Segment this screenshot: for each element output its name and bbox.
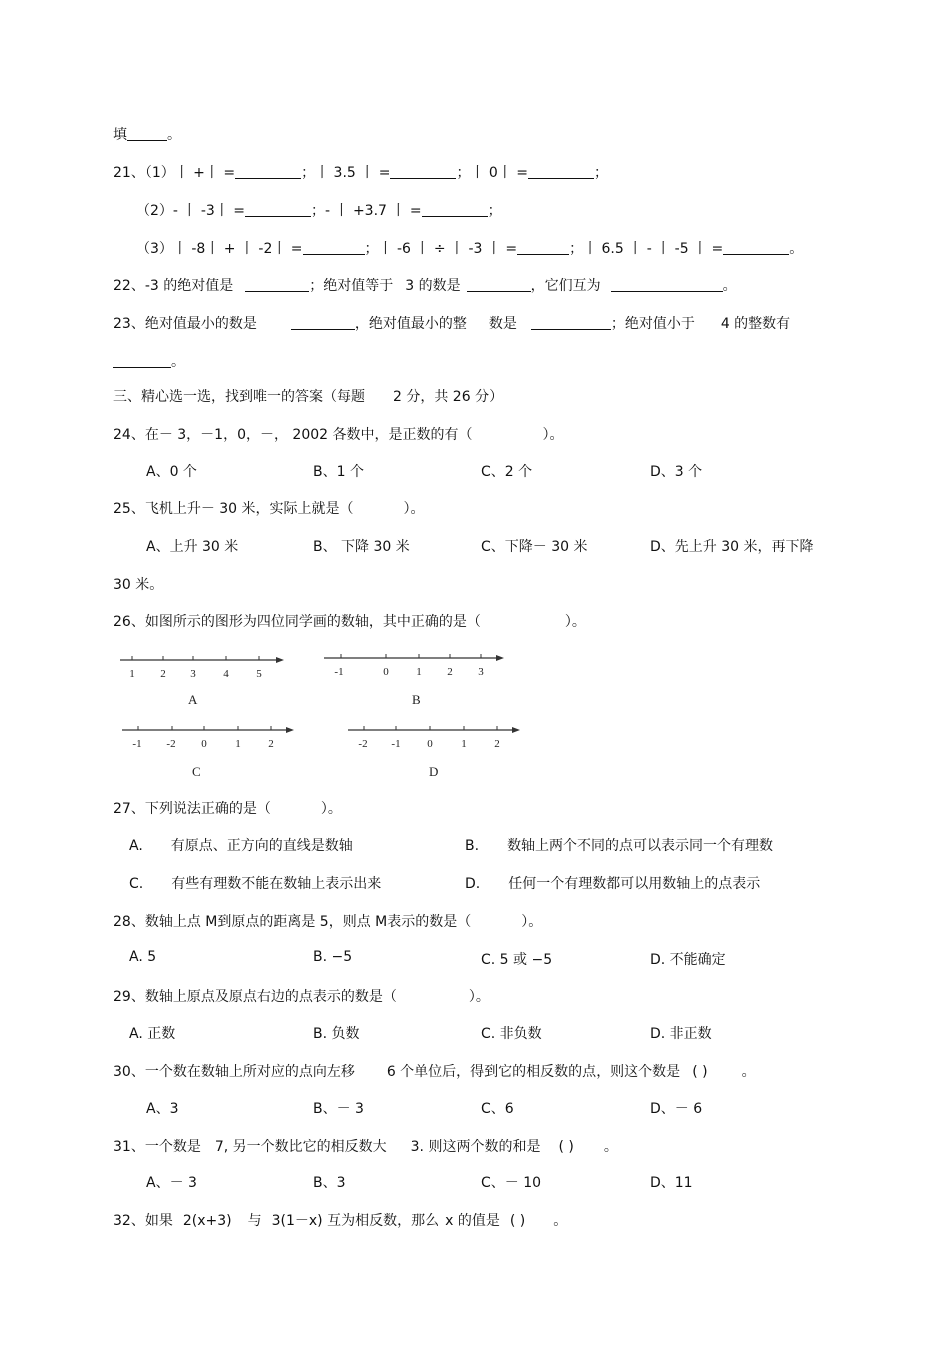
tick-label: 3 [190, 668, 196, 680]
q25-option-d[interactable]: D、先上升 30 米，再下降 [650, 539, 814, 555]
figure-label-b[interactable]: B [412, 692, 421, 707]
q27-stem: 27、下列说法正确的是（ ）。 [113, 801, 342, 817]
number-line-c [118, 722, 308, 756]
tick-label: 1 [461, 738, 467, 750]
q29-option-b[interactable]: B. 负数 [313, 1026, 360, 1042]
number-line-c-figure [118, 722, 308, 756]
q27-option-a[interactable]: A. 有原点、正方向的直线是数轴 [129, 838, 353, 854]
figure-label-d[interactable]: D [429, 764, 439, 779]
number-line-b [322, 650, 512, 684]
tick-label: 1 [416, 666, 422, 678]
q25-continuation: 30 米。 [113, 577, 164, 593]
q28-option-a[interactable]: A. 5 [129, 949, 157, 965]
q27-option-b[interactable]: B. 数轴上两个不同的点可以表示同一个有理数 [465, 838, 774, 854]
q28-option-c[interactable]: C. 5 或 −5 [481, 952, 553, 968]
q24-option-a[interactable]: A、0 个 [146, 464, 197, 480]
number-line-d-figure [344, 722, 534, 756]
q28-option-d[interactable]: D. 不能确定 [650, 952, 726, 968]
answer-blank[interactable] [245, 277, 309, 292]
q22: 22、-3 的绝对值是 ；绝对值等于 3 的数是 ，它们互为 。 [113, 278, 737, 294]
q24-option-b[interactable]: B、1 个 [313, 464, 364, 480]
answer-blank[interactable] [531, 315, 611, 330]
q28-stem: 28、数轴上点 M到原点的距离是 5，则点 M表示的数是（ ）。 [113, 914, 543, 930]
q21-row3: （3）丨 -8丨 + 丨 -2丨 = ；丨 -6 丨 ÷ 丨 -3 丨 = ；丨 6.5 丨 - 丨 -5 丨 = 。 [136, 241, 804, 257]
answer-blank[interactable] [245, 202, 311, 217]
section-heading: 三、精心选一选，找到唯一的答案（每题 2 分，共 26 分） [113, 389, 504, 405]
q31-option-d[interactable]: D、11 [650, 1175, 693, 1191]
axis-arrow [286, 727, 294, 733]
q29-option-d[interactable]: D. 非正数 [650, 1026, 712, 1042]
q25-stem: 25、飞机上升－ 30 米，实际上就是（ ）。 [113, 501, 425, 517]
answer-blank[interactable] [235, 164, 301, 179]
answer-blank[interactable] [611, 277, 723, 292]
axis-arrow [276, 657, 284, 663]
q24-option-c[interactable]: C、2 个 [481, 464, 533, 480]
q30-option-c[interactable]: C、6 [481, 1101, 514, 1117]
answer-blank[interactable] [303, 240, 365, 255]
q29-stem: 29、数轴上原点及原点右边的点表示的数是（ ）。 [113, 989, 490, 1005]
q31-option-a[interactable]: A、－ 3 [146, 1175, 197, 1191]
q31-option-b[interactable]: B、3 [313, 1175, 346, 1191]
answer-blank[interactable] [390, 164, 456, 179]
q30-stem: 30、一个数在数轴上所对应的点向左移 6 个单位后，得到它的相反数的点，则这个数是 ( ) 。 [113, 1064, 756, 1080]
tick-label: 5 [256, 668, 262, 680]
tick-label: -1 [132, 738, 142, 750]
q31-option-c[interactable]: C、－ 10 [481, 1175, 542, 1191]
tick-label: 4 [223, 668, 229, 680]
q29-option-c[interactable]: C. 非负数 [481, 1026, 542, 1042]
q27-option-d[interactable]: D. 任何一个有理数都可以用数轴上的点表示 [465, 876, 761, 892]
q29-option-a[interactable]: A. 正数 [129, 1026, 176, 1042]
q25-option-c[interactable]: C、下降－ 30 米 [481, 539, 588, 555]
figure-label-c[interactable]: C [192, 764, 201, 779]
answer-blank[interactable] [291, 315, 355, 330]
tick-label: 1 [235, 738, 241, 750]
tick-label: 0 [201, 738, 207, 750]
answer-blank[interactable] [517, 240, 569, 255]
number-line-a-figure [118, 650, 298, 684]
number-line-d [344, 722, 534, 756]
q30-option-a[interactable]: A、3 [146, 1101, 179, 1117]
tick-label: -1 [391, 738, 401, 750]
q25-option-b[interactable]: B、 下降 30 米 [313, 539, 410, 555]
tick-label: 2 [494, 738, 500, 750]
tick-label: 0 [383, 666, 389, 678]
tick-label: 2 [160, 668, 166, 680]
axis-arrow [496, 655, 504, 661]
q27-option-c[interactable]: C. 有些有理数不能在数轴上表示出来 [129, 876, 382, 892]
q21-row1: 21、（1）丨 +丨 = ；丨 3.5 丨 = ；丨 0丨 = ； [113, 165, 609, 181]
q30-option-d[interactable]: D、－ 6 [650, 1101, 703, 1117]
answer-blank[interactable] [127, 126, 167, 141]
tick-label: -1 [334, 666, 344, 678]
answer-blank[interactable] [723, 240, 789, 255]
q28-option-b[interactable]: B. −5 [313, 949, 353, 965]
answer-blank[interactable] [422, 202, 488, 217]
number-line-a [118, 650, 298, 684]
answer-blank[interactable] [467, 277, 531, 292]
q25-option-a[interactable]: A、上升 30 米 [146, 539, 239, 555]
q31-stem: 31、一个数是 7, 另一个数比它的相反数大 3. 则这两个数的和是 ( ) 。 [113, 1139, 618, 1155]
q32-stem: 32、如果 2(x+3) 与 3(1－x) 互为相反数，那么 x 的值是 ( ) 。 [113, 1213, 568, 1229]
tick-label: -2 [166, 738, 176, 750]
q21-row2: （2）- 丨 -3丨 = ；- 丨 +3.7 丨 = ； [136, 203, 502, 219]
q23-line1: 23、绝对值最小的数是 ，绝对值最小的整 数是 ；绝对值小于 4 的整数有 [113, 316, 791, 332]
q30-option-b[interactable]: B、－ 3 [313, 1101, 364, 1117]
tick-label: 2 [268, 738, 274, 750]
q26-stem: 26、如图所示的图形为四位同学画的数轴，其中正确的是（ ）。 [113, 614, 586, 630]
q24-option-d[interactable]: D、3 个 [650, 464, 703, 480]
tick-label: 2 [447, 666, 453, 678]
tick-label: 0 [427, 738, 433, 750]
q20-line: 填 。 [113, 127, 181, 143]
answer-blank[interactable] [113, 353, 171, 368]
tick-label: 1 [129, 668, 135, 680]
axis-arrow [512, 727, 520, 733]
answer-blank[interactable] [528, 164, 594, 179]
q24-stem: 24、在－ 3，－1，0，－， 2002 各数中，是正数的有（ ）。 [113, 427, 564, 443]
tick-label: 3 [478, 666, 484, 678]
number-line-b-figure [322, 650, 512, 684]
figure-label-a[interactable]: A [188, 692, 198, 707]
tick-label: -2 [358, 738, 368, 750]
q23-line2: 。 [113, 351, 185, 371]
